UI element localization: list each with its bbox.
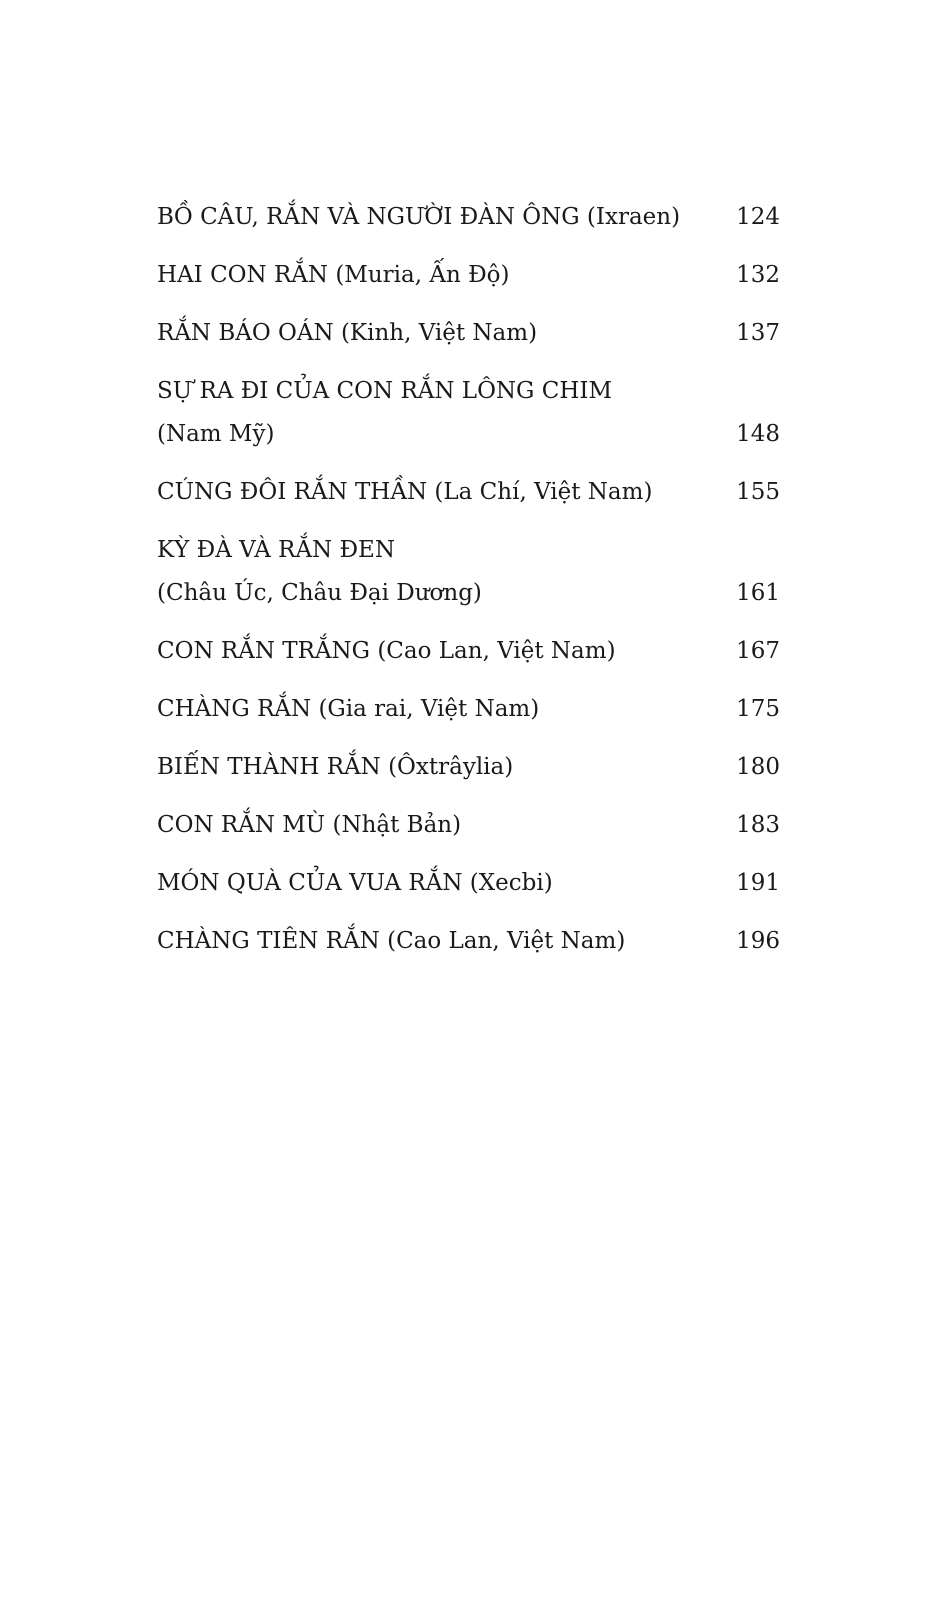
toc-line [157, 529, 780, 572]
toc-entry-title: BIẾN THÀNH RẮN (Ôxtrâylia) [157, 754, 514, 780]
toc-entry-title: CHÀNG TIÊN RẮN (Cao Lan, Việt Nam) [157, 928, 626, 954]
toc-entry-title: RẮN BÁO OÁN (Kinh, Việt Nam) [157, 320, 538, 346]
toc-entry [157, 254, 780, 297]
toc-line [157, 630, 780, 673]
toc-entry-page: 161 [736, 580, 780, 606]
toc-entry-title: CON RẮN MÙ (Nhật Bản) [157, 812, 462, 838]
toc-entry [157, 471, 780, 514]
toc-entry-title: MÓN QUÀ CỦA VUA RẮN (Xecbi) [157, 870, 553, 896]
toc-entry [157, 688, 780, 731]
toc-entry-page: 175 [736, 696, 780, 722]
toc-entry-page: 148 [736, 421, 780, 447]
toc-entry [157, 196, 780, 239]
toc-line [157, 572, 780, 615]
toc-entry [157, 529, 780, 615]
toc-entry [157, 370, 780, 456]
toc-entry-page: 124 [736, 204, 780, 230]
toc-line [157, 312, 780, 355]
toc-entry-page: 132 [736, 262, 780, 288]
toc-entry [157, 920, 780, 963]
toc-entry-page: 183 [736, 812, 780, 838]
toc-line [157, 862, 780, 905]
toc-line [157, 413, 780, 456]
toc-line [157, 804, 780, 847]
toc-entry-title-cont: (Châu Úc, Châu Đại Dương) [157, 580, 482, 606]
toc-entry [157, 312, 780, 355]
toc-line [157, 196, 780, 239]
toc-entry-title-cont: (Nam Mỹ) [157, 421, 275, 447]
toc-line [157, 920, 780, 963]
toc-entry-page: 180 [736, 754, 780, 780]
toc-line [157, 471, 780, 514]
toc-line [157, 746, 780, 789]
table-of-contents [157, 196, 780, 978]
toc-entry-title: CHÀNG RẮN (Gia rai, Việt Nam) [157, 696, 540, 722]
toc-entry-page: 155 [736, 479, 780, 505]
toc-line [157, 370, 780, 413]
toc-entry-title: KỲ ĐÀ VÀ RẮN ĐEN [157, 537, 395, 563]
toc-entry-page: 191 [736, 870, 780, 896]
toc-entry-page: 167 [736, 638, 780, 664]
toc-entry [157, 746, 780, 789]
toc-entry-title: BỒ CÂU, RẮN VÀ NGƯỜI ĐÀN ÔNG (Ixraen) [157, 204, 681, 230]
toc-entry-page: 196 [736, 928, 780, 954]
toc-entry-title: HAI CON RẮN (Muria, Ấn Độ) [157, 262, 510, 288]
toc-line [157, 254, 780, 297]
toc-entry [157, 804, 780, 847]
toc-entry-page: 137 [736, 320, 780, 346]
toc-line [157, 688, 780, 731]
toc-entry-title: CON RẮN TRẮNG (Cao Lan, Việt Nam) [157, 638, 616, 664]
toc-entry [157, 862, 780, 905]
toc-entry-title: SỰ RA ĐI CỦA CON RẮN LÔNG CHIM [157, 378, 613, 404]
toc-entry-title: CÚNG ĐÔI RẮN THẦN (La Chí, Việt Nam) [157, 479, 653, 505]
toc-entry [157, 630, 780, 673]
